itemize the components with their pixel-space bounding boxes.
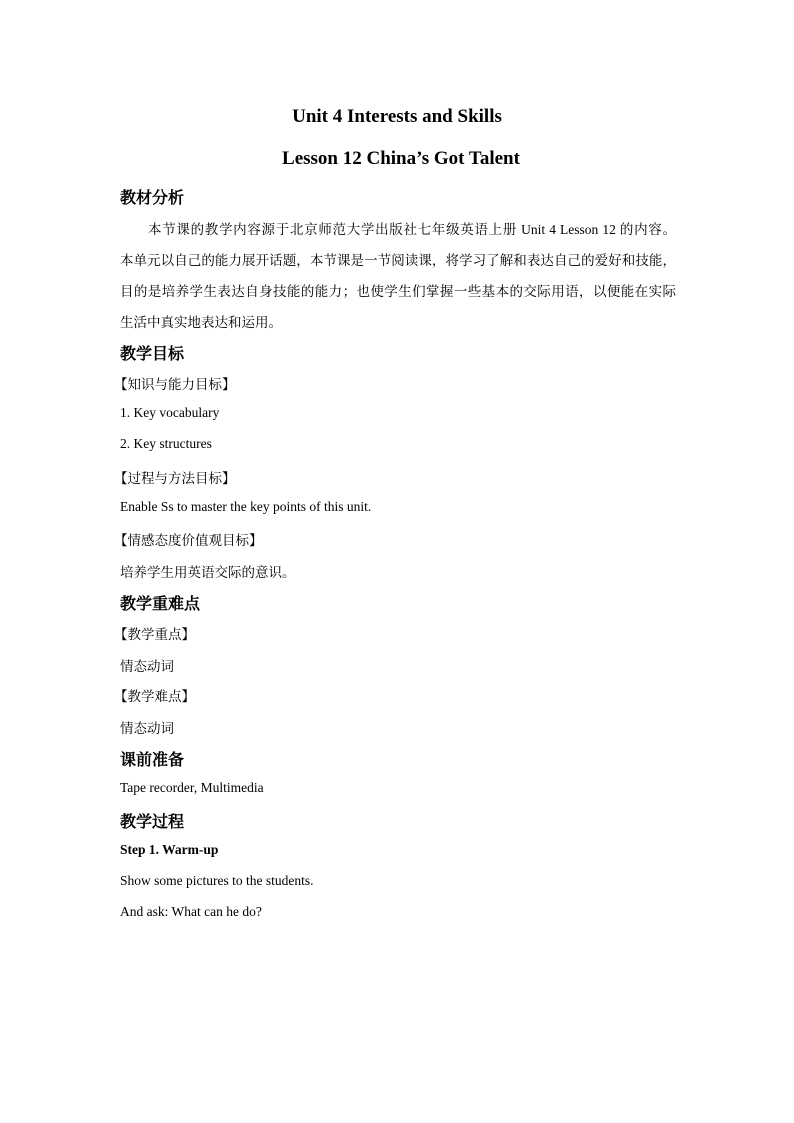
analysis-line-3: 目的是培养学生表达自身技能的能力；也使学生们掌握一些基本的交际用语，以便能在实际 bbox=[120, 284, 676, 299]
analysis-paragraph bbox=[120, 214, 680, 338]
process-text: Enable Ss to master the key points of this unit. bbox=[120, 499, 372, 514]
analysis-line-4: 生活中真实地表达和运用。 bbox=[120, 315, 282, 330]
focus-text: 情态动词 bbox=[120, 659, 174, 674]
knowledge-item-2: 2. Key structures bbox=[120, 436, 212, 451]
emotion-label: 【情感态度价值观目标】 bbox=[114, 533, 263, 548]
step1-line-1: Show some pictures to the students. bbox=[120, 873, 314, 888]
emotion-text: 培养学生用英语交际的意识。 bbox=[120, 565, 296, 580]
objectives-heading: 教学目标 bbox=[120, 346, 185, 363]
preparation-heading: 课前准备 bbox=[120, 752, 185, 769]
step1-line-2: And ask: What can he do? bbox=[120, 904, 262, 919]
step1-title: Step 1. Warm-up bbox=[120, 842, 219, 857]
process-heading: 教学过程 bbox=[120, 814, 185, 831]
knowledge-item-1: 1. Key vocabulary bbox=[120, 405, 220, 420]
unit-title: Unit 4 Interests and Skills bbox=[292, 106, 502, 127]
lesson-title: Lesson 12 China’s Got Talent bbox=[282, 148, 520, 169]
difficulty-text: 情态动词 bbox=[120, 721, 174, 736]
focus-label: 【教学重点】 bbox=[114, 627, 195, 642]
knowledge-label: 【知识与能力目标】 bbox=[114, 377, 236, 392]
difficulty-label: 【教学难点】 bbox=[114, 689, 195, 704]
keypoints-heading: 教学重难点 bbox=[120, 596, 201, 613]
analysis-heading: 教材分析 bbox=[120, 190, 185, 207]
preparation-text: Tape recorder, Multimedia bbox=[120, 780, 264, 795]
analysis-line-1: 本节课的教学内容源于北京师范大学出版社七年级英语上册 Unit 4 Lesson 12 的内容。 bbox=[148, 222, 676, 237]
process-label: 【过程与方法目标】 bbox=[114, 471, 236, 486]
analysis-line-2: 本单元以自己的能力展开话题，本节课是一节阅读课，将学习了解和表达自己的爱好和技能， bbox=[120, 253, 676, 268]
